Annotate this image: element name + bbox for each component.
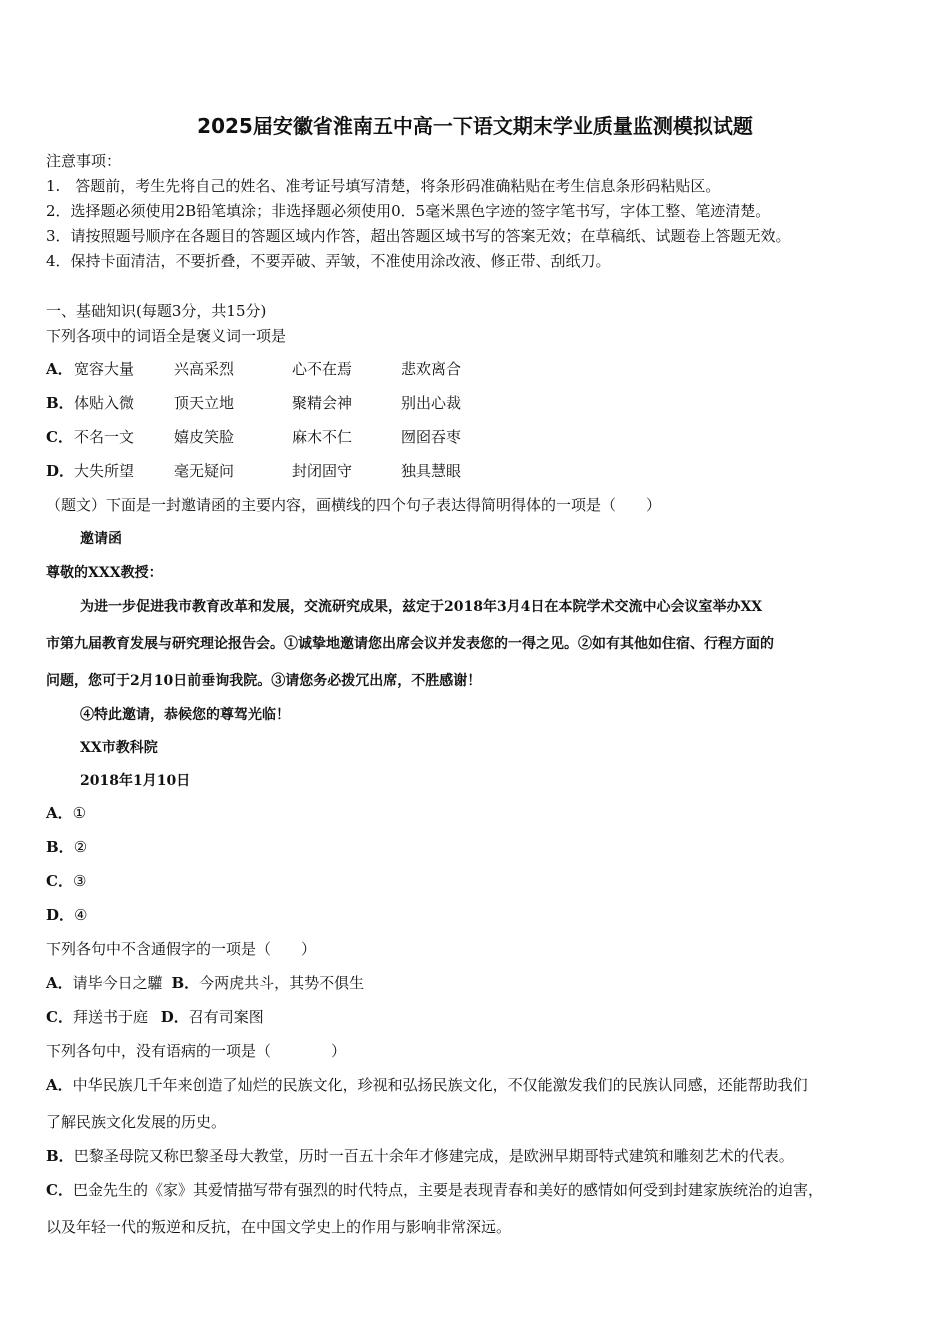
option-label: D．: [46, 906, 75, 924]
option-word: 嬉皮笑脸: [174, 428, 235, 446]
option-text: 巴金先生的《家》其爱情描写带有强烈的时代特点，主要是表现青春和美好的感情如何受到封建家族统治的迫害，: [72, 1181, 823, 1199]
option-text: 今两虎共斗，其势不俱生: [199, 974, 365, 992]
option-word: 囫囵吞枣: [401, 428, 462, 446]
q1-option-d: [46, 461, 462, 481]
option-label: A．: [46, 804, 73, 822]
option-word: 兴高采烈: [174, 360, 235, 378]
option-text: ③: [72, 872, 87, 890]
q2-option-b: [46, 837, 87, 857]
option-label: A．: [46, 1076, 73, 1094]
notice-item: 4．保持卡面清洁，不要折叠，不要弄破、弄皱，不准使用涂改液、修正带、刮纸刀。: [46, 252, 611, 270]
q2-option-a: [46, 803, 86, 823]
question-stem: 下列各句中，没有语病的一项是（ ）: [46, 1042, 347, 1060]
notice-item: 1. 答题前，考生先将自己的姓名、准考证号填写清楚，将条形码准确粘贴在考生信息条形码粘贴区。: [46, 177, 721, 195]
notice-heading: 注意事项：: [46, 152, 122, 170]
option-label: C．: [46, 1181, 73, 1199]
question-stem: （题文）下面是一封邀请函的主要内容，画横线的四个句子表达得简明得体的一项是（ ）: [46, 496, 662, 514]
page-title: 2025届安徽省淮南五中高一下语文期末学业质量监测模拟试题: [197, 114, 753, 138]
section-heading: 一、基础知识(每题3分，共15分): [46, 302, 267, 320]
option-text: 中华民族几千年来创造了灿烂的民族文化，珍视和弘扬民族文化，不仅能激发我们的民族认同感，还能帮助我们: [72, 1076, 808, 1094]
notice-item: 3．请按照题号顺序在各题目的答题区域内作答，超出答题区域书写的答案无效；在草稿纸、试题卷上答题无效。: [46, 227, 791, 245]
option-text: 请毕今日之驩: [72, 974, 163, 992]
letter-body-line: 问题，您可于2月10日前垂询我院。③请您务必拨冗出席，不胜感谢！: [46, 673, 482, 689]
q1-option-c: [46, 427, 462, 447]
option-word: 顶天立地: [174, 394, 235, 412]
q2-option-d: [46, 905, 87, 925]
q4-option-c: [46, 1180, 823, 1200]
q1-option-a: [46, 359, 462, 379]
option-word: 别出心裁: [401, 394, 462, 412]
option-word: 悲欢离合: [401, 360, 462, 378]
option-word: 聚精会神: [292, 394, 353, 412]
letter-date: 2018年1月10日: [80, 773, 191, 789]
option-word: 封闭固守: [292, 462, 353, 480]
question-stem: 下列各项中的词语全是褒义词一项是: [46, 327, 287, 345]
q3-options-row: [46, 973, 364, 993]
letter-body-line: ④特此邀请，恭候您的尊驾光临！: [80, 707, 290, 723]
option-label: B．: [171, 974, 200, 992]
option-label: D．: [46, 462, 75, 480]
option-word: 体贴入微: [74, 394, 135, 412]
option-label: D．: [160, 1008, 189, 1026]
option-label: B．: [46, 1147, 74, 1165]
letter-body-line: 为进一步促进我市教育改革和发展，交流研究成果，兹定于2018年3月4日在本院学术交流中心会议室举办XX: [80, 599, 763, 615]
option-text-continued: 了解民族文化发展的历史。: [46, 1113, 227, 1131]
letter-body-line: 市第九届教育发展与研究理论报告会。①诚挚地邀请您出席会议并发表您的一得之见。②如有其他如住宿、行程方面的: [46, 636, 774, 652]
option-word: 宽容大量: [74, 360, 135, 378]
option-label: C．: [46, 872, 73, 890]
q4-option-b: [46, 1146, 794, 1166]
notice-item: 2．选择题必须使用2B铅笔填涂；非选择题必须使用0．5毫米黑色字迹的签字笔书写，字体工整、笔迹清楚。: [46, 202, 771, 220]
q2-option-c: [46, 871, 86, 891]
option-text-continued: 以及年轻一代的叛逆和反抗，在中国文学史上的作用与影响非常深远。: [46, 1218, 512, 1236]
letter-sender: XX市教科院: [80, 740, 158, 756]
option-text: 召有司案图: [188, 1008, 264, 1026]
q1-option-b: [46, 393, 462, 413]
option-word: 不名一文: [74, 428, 135, 446]
option-word: 麻木不仁: [292, 428, 353, 446]
option-label: B．: [46, 394, 74, 412]
option-word: 心不在焉: [292, 360, 353, 378]
option-label: A．: [46, 360, 73, 378]
letter-title: 邀请函: [80, 531, 122, 547]
question-stem: 下列各句中不含通假字的一项是（ ）: [46, 940, 317, 958]
option-text: ②: [73, 838, 88, 856]
option-label: C．: [46, 428, 73, 446]
option-label: C．: [46, 1008, 73, 1026]
option-label: B．: [46, 838, 74, 856]
option-text: ④: [74, 906, 88, 924]
q4-option-a: [46, 1075, 808, 1095]
option-text: ①: [72, 804, 87, 822]
option-word: 大失所望: [74, 462, 135, 480]
option-word: 独具慧眼: [401, 462, 462, 480]
option-text: 巴黎圣母院又称巴黎圣母大教堂，历时一百五十余年才修建完成，是欧洲早期哥特式建筑和雕刻艺术的代表。: [73, 1147, 794, 1165]
q3-options-row: [46, 1007, 264, 1027]
option-label: A．: [46, 974, 73, 992]
option-text: 拜送书于庭: [72, 1008, 148, 1026]
option-word: 毫无疑问: [174, 462, 235, 480]
letter-salutation: 尊敬的XXX教授：: [46, 565, 163, 581]
